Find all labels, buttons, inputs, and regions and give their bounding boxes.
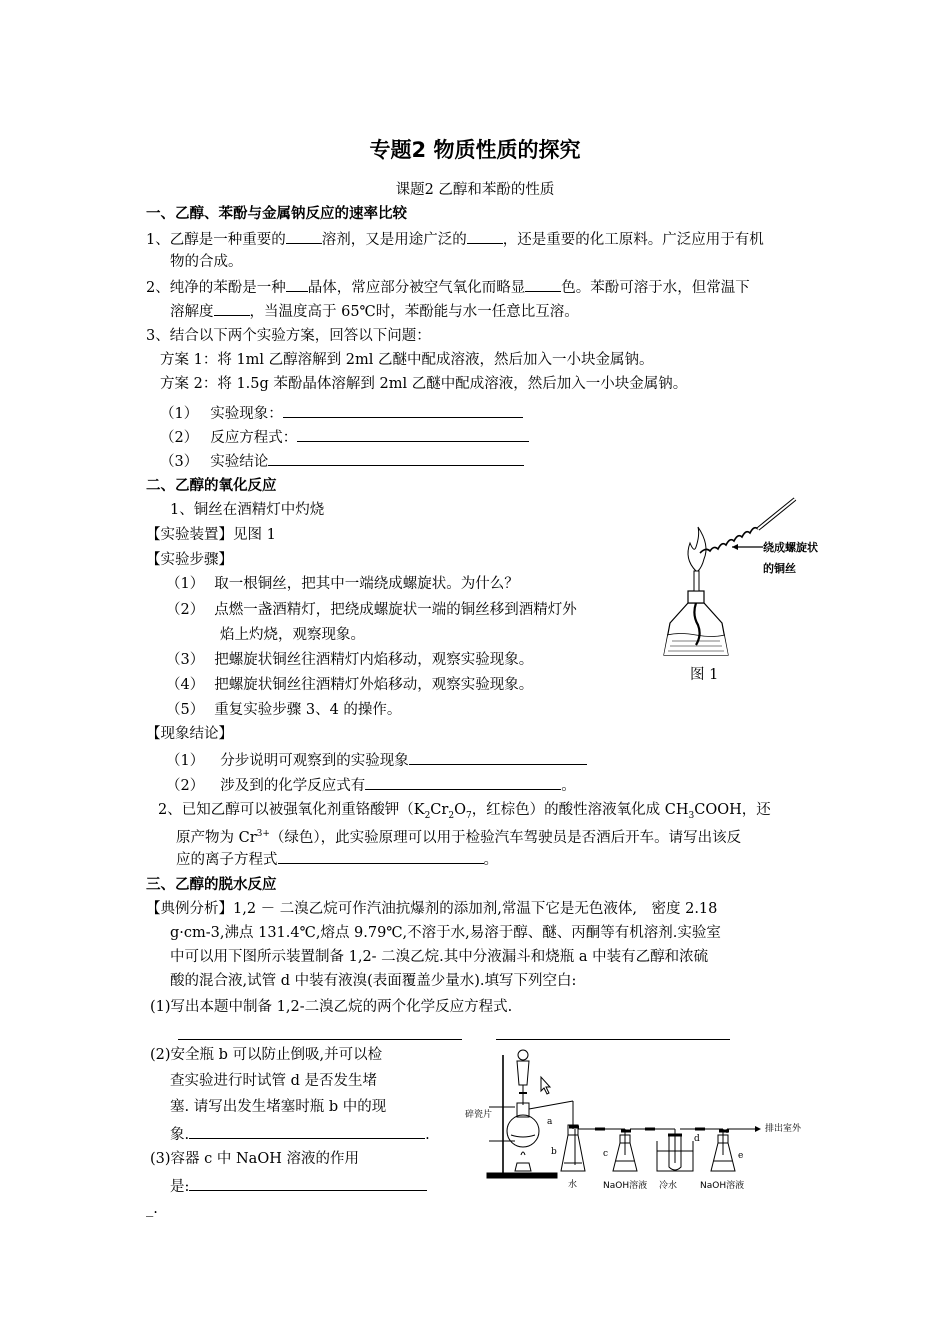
answer-line[interactable] [278,848,484,864]
label-cold-water: 冷水 [659,1181,678,1191]
label-e: e [738,1151,744,1161]
subquestion3: （3） 实验结论 [160,450,524,472]
example-line2: g·cm-3,沸点 131.4℃,熔点 9.79℃,不溶于水,易溶于醇、醚、丙酮等有机溶剂.实验室 [170,925,721,941]
answer-line[interactable] [283,402,523,418]
label-water: 水 [568,1180,578,1190]
section2-heading: 二、乙醇的氧化反应 [146,478,277,494]
label-b: b [551,1147,557,1157]
step2-cont: 焰上灼烧，观察现象。 [220,627,365,643]
part2-line3: 应的离子方程式 。 [176,848,498,870]
figure-1-caption: 图 1 [690,667,719,683]
part2-line1: 2、已知乙醇可以被强氧化剂重铬酸钾（$K_2Cr_2O_7$，红棕色）的酸性溶液氧化成 $CH_3COOH$，还 [158,802,771,821]
answer-line[interactable] [268,450,524,466]
answer-line[interactable] [297,426,529,442]
section3-heading: 三、乙醇的脱水反应 [146,877,277,893]
answer-line[interactable] [189,1123,425,1139]
part2-line2: 原产物为 $Cr^{3+}$（绿色），此实验原理可以用于检验汽车驾驶员是否酒后开车。请写出该反 [176,829,742,846]
question-2-line3: 塞. 请写出发生堵塞时瓶 b 中的现 [170,1099,387,1115]
subquestion2: （2） 反应方程式： [160,426,529,448]
blank[interactable] [286,276,308,292]
question1-line1: 1、乙醇是一种重要的 溶剂，又是用途广泛的 ，还是重要的化工原料。广泛应用于有机 [146,228,764,250]
figure-1-alcohol-lamp [640,495,840,690]
step5: （5） 重复实验步骤 3、4 的操作。 [166,702,402,718]
plan1: 方案 1：将 1ml 乙醇溶解到 2ml 乙醚中配成溶液，然后加入一小块金属钠。 [160,352,654,368]
blank[interactable] [214,300,250,316]
question-2-line1: (2)安全瓶 b 可以防止倒吸,并可以检 [150,1047,383,1063]
example-line1: 【典例分析】1,2 － 二溴乙烷可作汽油抗爆剂的添加剂,常温下它是无色液体, 密度 2.18 [146,901,718,917]
page-subtitle: 课题2 乙醇和苯酚的性质 [395,182,555,198]
question-3-line3: _. [146,1201,158,1217]
question1-line2: 物的合成。 [170,254,243,270]
part1-title: 1、铜丝在酒精灯中灼烧 [170,502,325,518]
answer-line[interactable] [496,1039,730,1040]
device-note: 【实验装置】见图 1 [146,527,276,543]
question-3-line2: 是: [170,1175,427,1197]
question-2-line2: 查实验进行时试管 d 是否发生堵 [170,1073,377,1089]
subquestion1: （1） 实验现象： [160,402,523,424]
label-a: a [547,1117,553,1127]
figure-1-label-line1: 绕成螺旋状 [763,541,818,554]
step3: （3） 把螺旋状铜丝往酒精灯内焰移动，观察实验现象。 [166,652,534,668]
label-c: c [603,1149,609,1159]
blank[interactable] [467,228,503,244]
answer-line[interactable] [189,1175,427,1191]
blank[interactable] [286,228,322,244]
label-d: d [694,1134,700,1144]
question-1: (1)写出本题中制备 1,2-二溴乙烷的两个化学反应方程式. [150,999,513,1015]
conclusion2: （2） 涉及到的化学反应式有 。 [166,774,576,796]
step1: （1） 取一根铜丝，把其中一端绕成螺旋状。为什么？ [166,576,519,592]
label-naoh-1: NaOH溶液 [603,1181,648,1191]
question-2-line4: 象. . [170,1123,430,1145]
label-exhaust: 排出室外 [765,1124,802,1134]
page-title: 专题2 物质性质的探究 [369,138,581,162]
plan2: 方案 2：将 1.5g 苯酚晶体溶解到 2ml 乙醚中配成溶液，然后加入一小块金属钠。 [160,376,688,392]
step4: （4） 把螺旋状铜丝往酒精灯外焰移动，观察实验现象。 [166,677,534,693]
step2: （2） 点燃一盏酒精灯，把绕成螺旋状一端的铜丝移到酒精灯外 [166,602,577,618]
steps-heading: 【实验步骤】 [146,552,233,568]
answer-line[interactable] [409,749,587,765]
answer-line[interactable] [178,1039,462,1040]
label-naoh-2: NaOH溶液 [700,1181,745,1191]
answer-line[interactable] [365,774,561,790]
example-line3: 中可以用下图所示装置制备 1,2- 二溴乙烷.其中分液漏斗和烧瓶 a 中装有乙醇和浓硫 [170,949,709,965]
conclusion1: （1） 分步说明可观察到的实验现象 [166,749,587,771]
question2-line2: 溶解度 ，当温度高于 65℃时，苯酚能与水一任意比互溶。 [170,300,579,322]
blank[interactable] [525,276,561,292]
label-stones: 碎瓷片 [465,1110,493,1120]
question-3-line1: (3)容器 c 中 NaOH 溶液的作用 [150,1151,359,1167]
section1-heading: 一、乙醇、苯酚与金属钠反应的速率比较 [146,206,407,222]
apparatus-diagram [465,1045,780,1195]
conclusion-heading: 【现象结论】 [146,726,233,742]
example-line4: 酸的混合液,试管 d 中装有液溴(表面覆盖少量水).填写下列空白: [170,973,577,989]
figure-1-label-line2: 的铜丝 [763,562,796,575]
question2-line1: 2、纯净的苯酚是一种 晶体，常应部分被空气氧化而略显 色。苯酚可溶于水，但常温下 [146,276,750,298]
question3: 3、结合以下两个实验方案，回答以下问题： [146,328,431,344]
